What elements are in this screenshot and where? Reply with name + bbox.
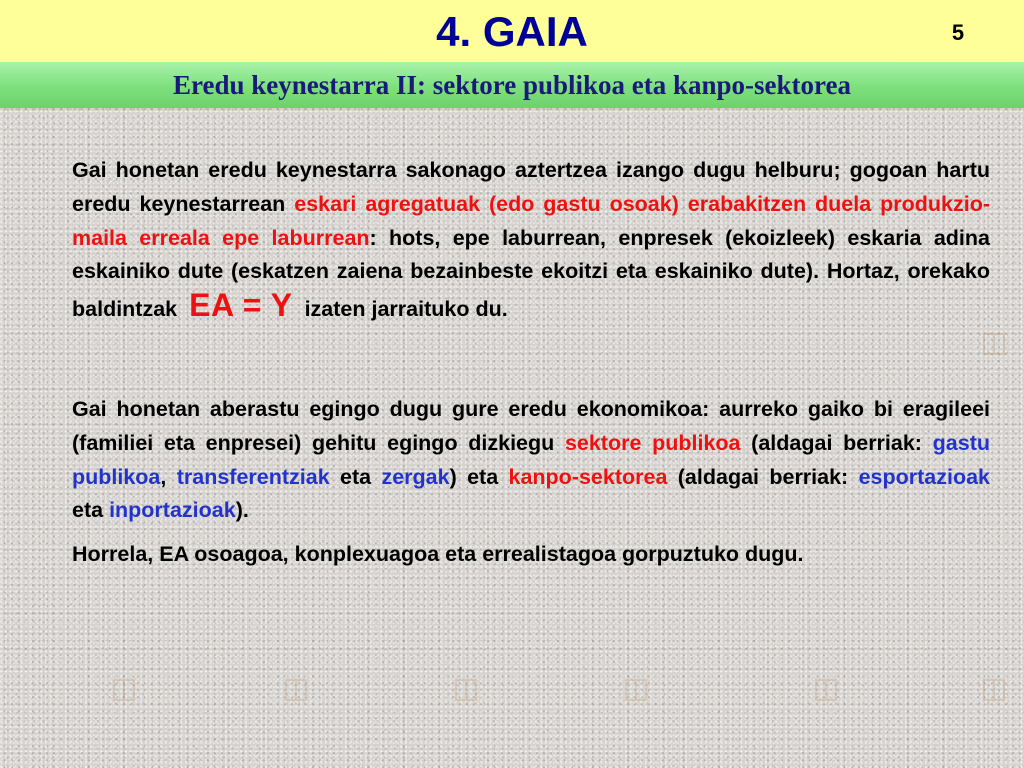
subtitle-bar — [0, 62, 1024, 108]
var-taxes: zergak — [381, 464, 450, 489]
paragraph-conclusion: Horrela, EA osoagoa, konplexuagoa eta errealistagoa gorpuztuko dugu. — [72, 542, 804, 567]
highlight-public-sector: sektore publikoa — [564, 430, 741, 455]
background-mark-icon — [452, 676, 480, 704]
sectors-text-3: , — [160, 464, 177, 489]
background-mark-icon — [282, 676, 310, 704]
sectors-text-4: eta — [329, 464, 382, 489]
paragraph-sectors — [72, 393, 990, 528]
title-bar — [0, 0, 1024, 62]
slide-content — [72, 154, 990, 572]
slide-page-number: 5 — [951, 20, 965, 45]
sectors-text-2: (aldagai berriak: — [740, 430, 933, 455]
intro-highlight-aggregate-demand: eskari agregatuak (edo gastu osoak) erabakitzen duela produkzio-maila erreala epe laburrean — [72, 191, 991, 250]
background-mark-icon — [622, 676, 650, 704]
paragraph-intro — [72, 154, 990, 327]
slide-title: 4. GAIA — [436, 8, 588, 55]
sectors-text-6: (aldagai berriak: — [667, 464, 859, 489]
equilibrium-equation: EA = Y — [189, 287, 293, 324]
sectors-text-7: eta — [72, 498, 110, 523]
background-mark-icon — [980, 330, 1008, 358]
var-transfers: transferentziak — [176, 464, 330, 489]
background-mark-icon — [110, 676, 138, 704]
sectors-text-1: Gai honetan aberastu egingo dugu gure eredu ekonomikoa: aurreko gaiko bi eragileei (familiei eta enpresei) gehitu egingo dizkiegu — [72, 396, 990, 455]
var-public-spending: gastu publikoa — [72, 430, 990, 489]
highlight-external-sector: kanpo-sektorea — [508, 464, 668, 489]
background-mark-icon — [980, 676, 1008, 704]
sectors-text-8: ). — [235, 498, 249, 523]
var-exports: esportazioak — [858, 464, 990, 489]
var-imports: inportazioak — [109, 498, 236, 523]
slide-subtitle: Eredu keynestarra II: sektore publikoa eta kanpo-sektorea — [172, 70, 852, 100]
intro-text-2: : hots, epe laburrean, enpresek (ekoizleek) eskaria adina eskainiko dute (eskatzen zaiena bezainbeste ekoitzi eta eskainiko dute). Hortaz, orekako baldintzak — [72, 225, 990, 322]
sectors-text-5: ) eta — [449, 464, 509, 489]
intro-text-1: Gai honetan eredu keynestarra sakonago aztertzea izango dugu helburu; gogoan hartu eredu keynestarrean — [72, 158, 990, 216]
intro-text-3: izaten jarraituko du. — [298, 297, 508, 322]
background-mark-icon — [812, 676, 840, 704]
